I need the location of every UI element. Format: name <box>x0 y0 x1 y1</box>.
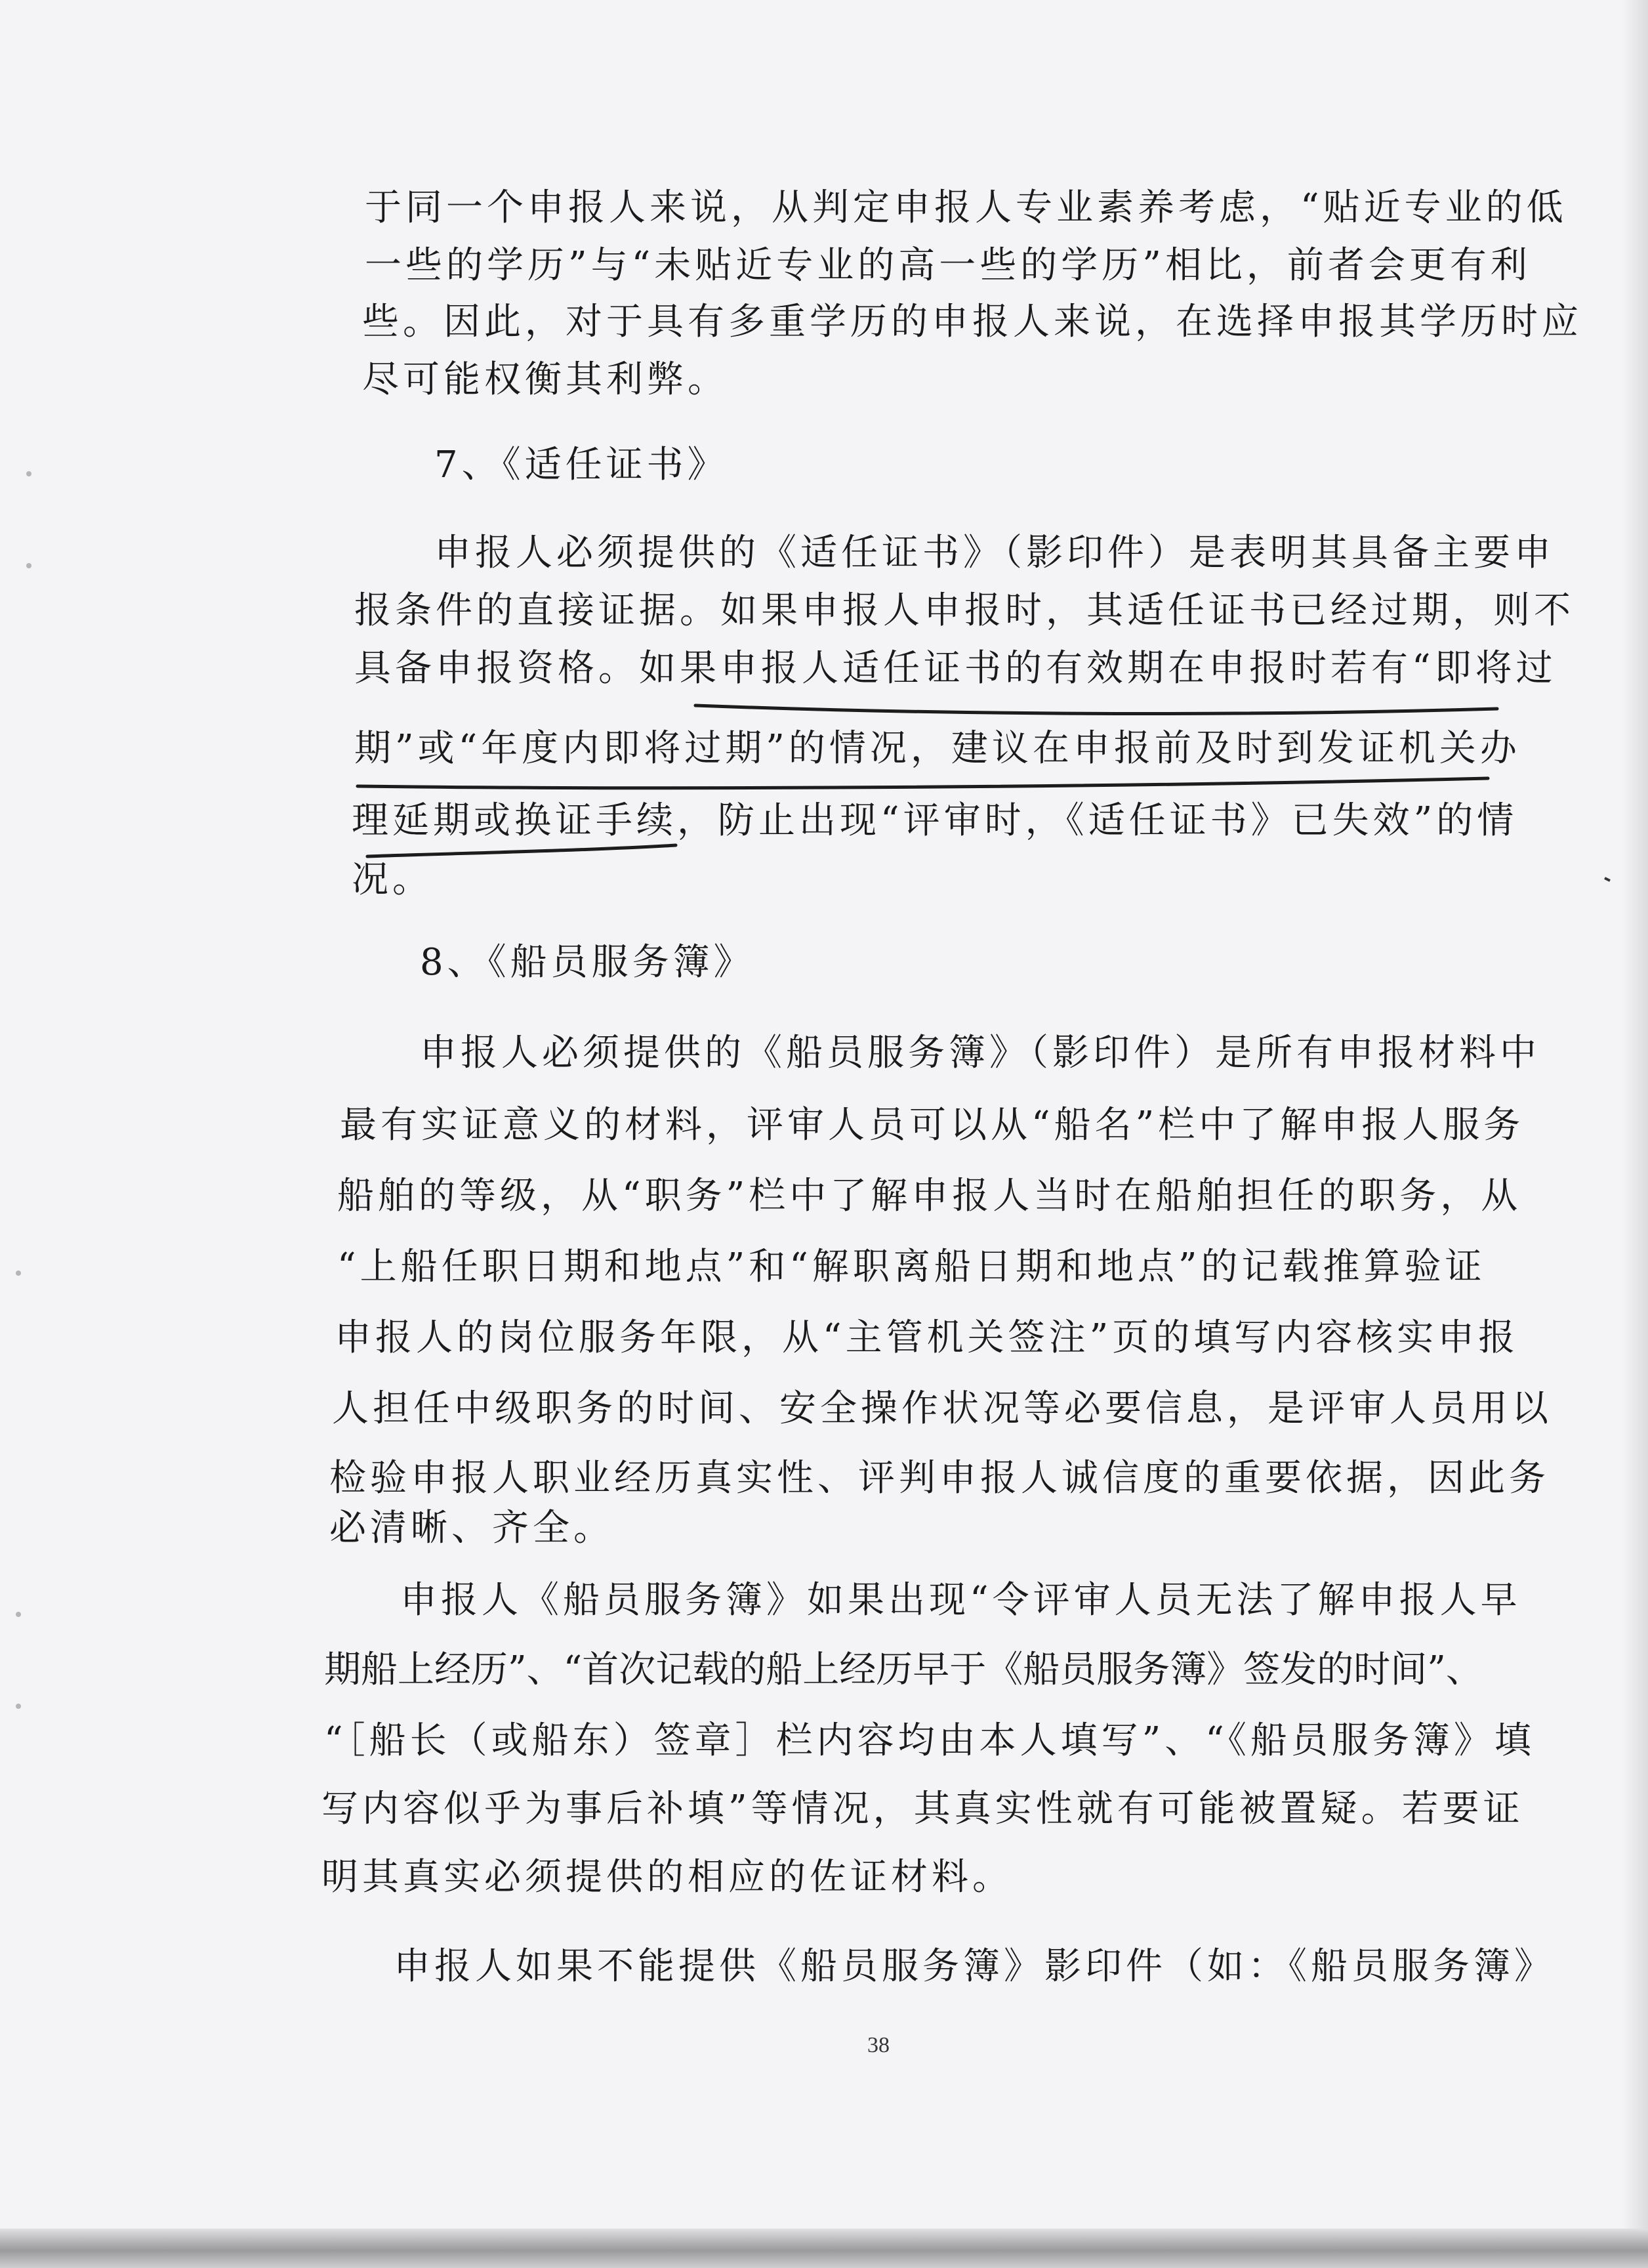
body-line: 况。 <box>352 858 433 901</box>
binder-hole-mark <box>16 1704 21 1709</box>
binder-hole-mark <box>16 1612 21 1617</box>
body-line: 些。因此，对于具有多重学历的申报人来说，在选择申报其学历时应 <box>362 301 1582 343</box>
body-line: 尽可能权衡其利弊。 <box>362 358 728 401</box>
body-line: 最有实证意义的材料，评审人员可以从“船名”栏中了解申报人服务 <box>340 1104 1525 1146</box>
scan-edge-right <box>1622 0 1648 2268</box>
body-line: 期”或“年度内即将过期”的情况，建议在申报前及时到发证机关办 <box>354 727 1521 770</box>
pen-mark <box>1605 878 1610 881</box>
body-line: “上船任职日期和地点”和“解职离船日期和地点”的记载推算验证 <box>337 1246 1486 1288</box>
body-line: 理延期或换证手续，防止出现“评审时，《适任证书》已失效”的情 <box>352 799 1518 842</box>
body-line: 具备申报资格。如果申报人适任证书的有效期在申报时若有“即将过 <box>354 647 1557 690</box>
binder-hole-mark <box>26 563 31 568</box>
section-heading: 7、《适任证书》 <box>434 444 728 486</box>
body-line: 船舶的等级，从“职务”栏中了解申报人当时在船舶担任的职务，从 <box>337 1175 1522 1217</box>
binder-hole-mark <box>16 1270 21 1276</box>
body-line: 写内容似乎为事后补填”等情况，其真实性就有可能被置疑。若要证 <box>321 1788 1524 1830</box>
body-line: “［船长（或船东）签章］栏内容均由本人填写”、“《船员服务簿》填 <box>324 1719 1535 1762</box>
body-line: 申报人《船员服务簿》如果出现“令评审人员无法了解申报人早 <box>400 1579 1521 1622</box>
body-line: 申报人的岗位服务年限，从“主管机关签注”页的填写内容核实申报 <box>335 1316 1519 1359</box>
page-number: 38 <box>867 2033 890 2057</box>
body-line: 明其真实必须提供的相应的佐证材料。 <box>321 1856 1013 1899</box>
binder-hole-mark <box>26 471 31 476</box>
body-line: 期船上经历”、“首次记载的船上经历早于《船员服务簿》签发的时间”、 <box>324 1648 1483 1691</box>
body-line: 申报人必须提供的《船员服务簿》（影印件）是所有申报材料中 <box>420 1032 1540 1074</box>
body-line: 检验申报人职业经历真实性、评判申报人诚信度的重要依据，因此务 <box>329 1457 1550 1500</box>
pen-underline-2 <box>358 778 1488 788</box>
body-line: 一些的学历”与“未贴近专业的高一些的学历”相比，前者会更有利 <box>365 244 1531 287</box>
body-line: 报条件的直接证据。如果申报人申报时，其适任证书已经过期，则不 <box>354 589 1575 632</box>
body-line: 于同一个申报人来说，从判定申报人专业素养考虑，“贴近专业的低 <box>365 186 1567 229</box>
scan-edge-bottom <box>0 2229 1648 2268</box>
section-heading: 8、《船员服务簿》 <box>420 941 754 984</box>
pen-underline-1 <box>695 705 1497 713</box>
body-line: 必清晰、齐全。 <box>329 1507 614 1549</box>
body-line: 人担任中级职务的时间、安全操作状况等必要信息，是评审人员用以 <box>332 1387 1552 1430</box>
body-line: 申报人如果不能提供《船员服务簿》影印件（如：《船员服务簿》 <box>394 1945 1555 1988</box>
pen-underline-3 <box>367 845 676 856</box>
body-line: 申报人必须提供的《适任证书》（影印件）是表明其具备主要申 <box>434 532 1555 574</box>
